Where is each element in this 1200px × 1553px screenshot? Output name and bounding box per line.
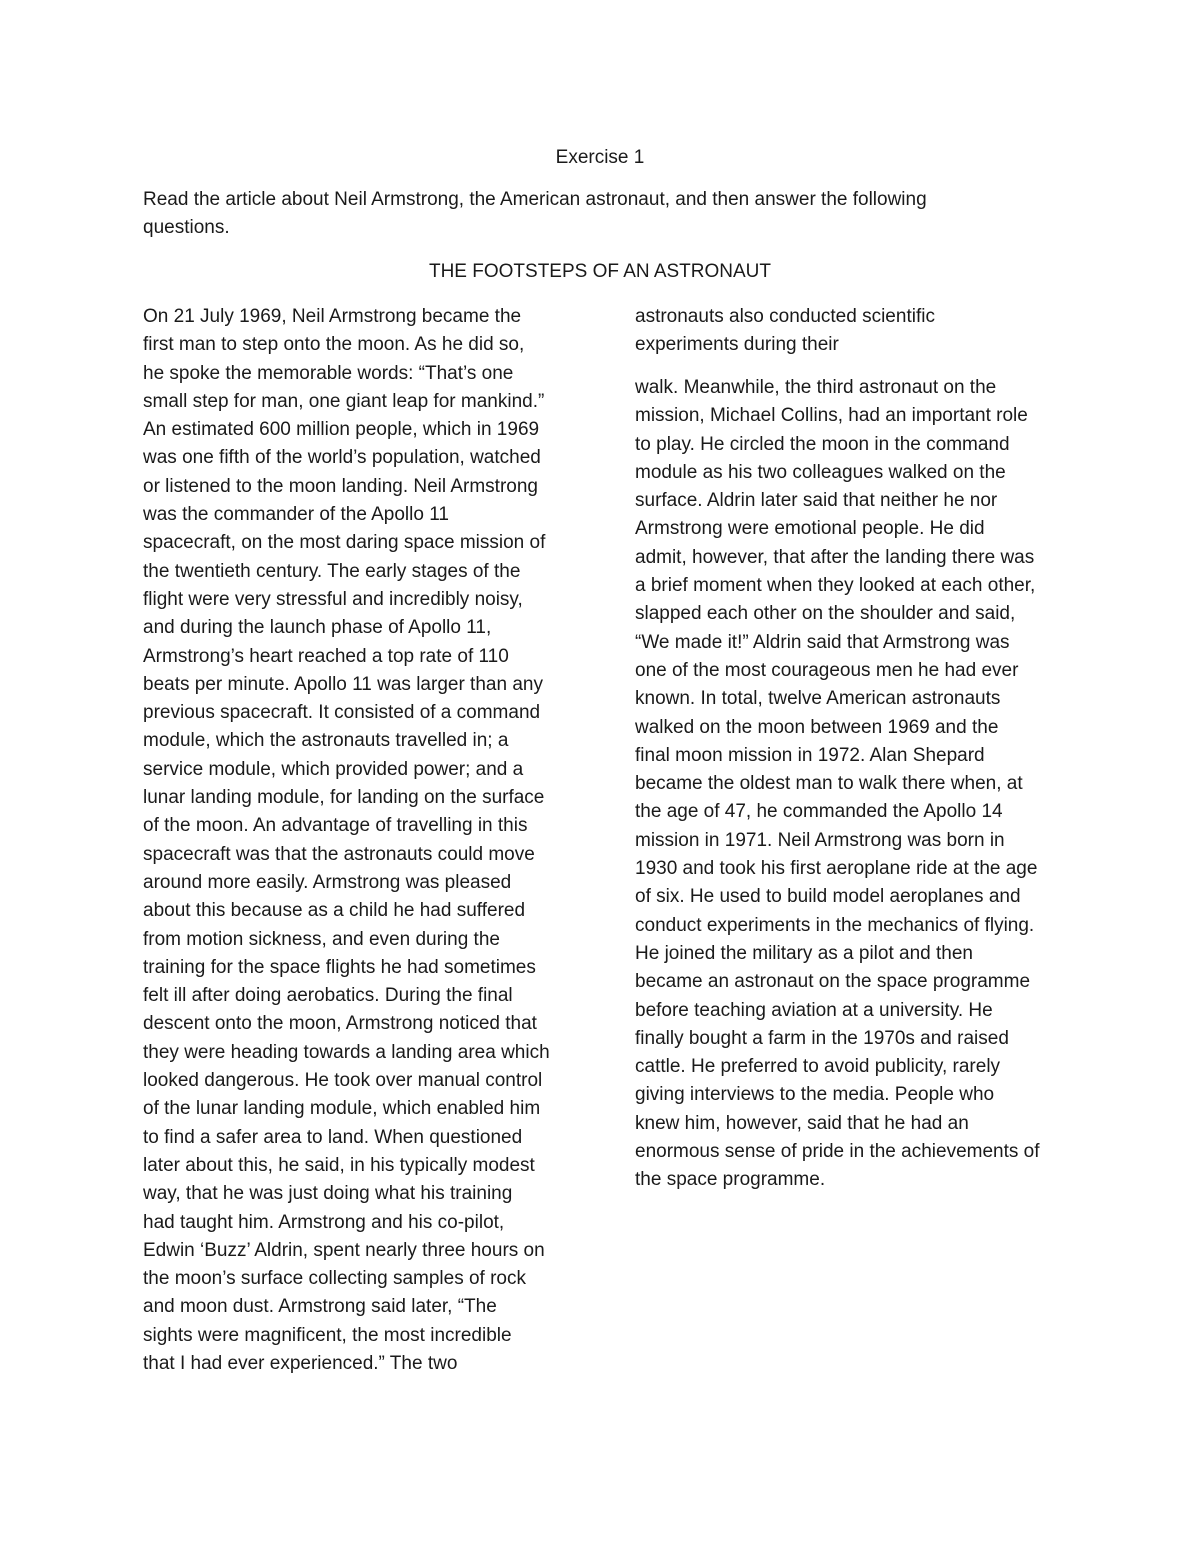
text-line: Edwin ‘Buzz’ Aldrin, spent nearly three hours on bbox=[143, 1239, 545, 1261]
text-line: had taught him. Armstrong and his co-pilot, bbox=[143, 1211, 505, 1233]
text-line: was one fifth of the world’s population, watched bbox=[143, 447, 541, 469]
text-line: He joined the military as a pilot and then bbox=[635, 942, 973, 964]
text-line: mission, Michael Collins, had an important role bbox=[635, 405, 1028, 427]
text-line: felt ill after doing aerobatics. During the final bbox=[143, 985, 513, 1007]
instructions bbox=[143, 186, 1043, 242]
text-line: training for the space flights he had sometimes bbox=[143, 956, 536, 978]
text-line: first man to step onto the moon. As he did so, bbox=[143, 334, 525, 356]
text-line: “We made it!” Aldrin said that Armstrong was bbox=[635, 631, 1010, 653]
text-line: of the moon. An advantage of travelling in this bbox=[143, 815, 528, 837]
text-line: previous spacecraft. It consisted of a command bbox=[143, 702, 541, 724]
text-line: later about this, he said, in his typically modest bbox=[143, 1154, 535, 1176]
text-line: the moon’s surface collecting samples of rock bbox=[143, 1268, 526, 1290]
text-line: around more easily. Armstrong was pleased bbox=[143, 871, 512, 893]
text-line: On 21 July 1969, Neil Armstrong became the bbox=[143, 306, 522, 327]
article-title: THE FOOTSTEPS OF AN ASTRONAUT bbox=[428, 261, 772, 282]
text-line: Armstrong’s heart reached a top rate of 110 bbox=[143, 645, 509, 667]
text-line: the twentieth century. The early stages of the bbox=[143, 560, 521, 582]
exercise-title: Exercise 1 bbox=[555, 147, 645, 168]
article-right-column-top bbox=[635, 303, 1075, 360]
text-line: became the oldest man to walk there when, at bbox=[635, 773, 1023, 795]
text-line: before teaching aviation at a university. He bbox=[635, 999, 993, 1021]
text-line: service module, which provided power; and a bbox=[143, 758, 524, 780]
text-line: knew him, however, said that he had an bbox=[635, 1112, 969, 1134]
text-line: questions. bbox=[143, 217, 230, 238]
text-line: about this because as a child he had suffered bbox=[143, 900, 526, 922]
text-line: looked dangerous. He took over manual control bbox=[143, 1070, 543, 1092]
text-line: lunar landing module, for landing on the surface bbox=[143, 787, 545, 809]
article-right-column bbox=[635, 374, 1075, 1195]
text-line: the age of 47, he commanded the Apollo 14 bbox=[635, 801, 1003, 823]
text-line: finally bought a farm in the 1970s and raised bbox=[635, 1027, 1009, 1049]
text-line: Armstrong were emotional people. He did bbox=[635, 518, 985, 540]
text-line: enormous sense of pride in the achievements of bbox=[635, 1141, 1040, 1163]
text-line: a brief moment when they looked at each other, bbox=[635, 575, 1036, 597]
text-line: Read the article about Neil Armstrong, the American astronaut, and then answer the following bbox=[143, 189, 927, 210]
text-line: he spoke the memorable words: “That’s one bbox=[143, 362, 514, 384]
text-line: sights were magnificent, the most incredible bbox=[143, 1324, 512, 1346]
text-line: or listened to the moon landing. Neil Armstrong bbox=[143, 475, 538, 497]
text-line: beats per minute. Apollo 11 was larger than any bbox=[143, 673, 543, 695]
text-line: walk. Meanwhile, the third astronaut on the bbox=[635, 377, 997, 398]
text-line: became an astronaut on the space programme bbox=[635, 971, 1031, 993]
text-line: small step for man, one giant leap for mankind.” bbox=[143, 390, 545, 412]
text-line: final moon mission in 1972. Alan Shepard bbox=[635, 744, 985, 766]
text-line: surface. Aldrin later said that neither he nor bbox=[635, 490, 998, 512]
text-line: way, that he was just doing what his training bbox=[143, 1183, 513, 1205]
text-line: and moon dust. Armstrong said later, “The bbox=[143, 1296, 497, 1318]
text-line: walked on the moon between 1969 and the bbox=[635, 716, 999, 738]
article-left-column bbox=[143, 303, 583, 1378]
text-line: known. In total, twelve American astronauts bbox=[635, 688, 1001, 710]
text-line: to play. He circled the moon in the command bbox=[635, 433, 1010, 455]
text-line: astronauts also conducted scientific bbox=[635, 306, 935, 327]
text-line: module, which the astronauts travelled in; a bbox=[143, 730, 509, 752]
text-line: giving interviews to the media. People who bbox=[635, 1084, 995, 1106]
text-line: module as his two colleagues walked on the bbox=[635, 461, 1006, 483]
text-line: conduct experiments in the mechanics of flying. bbox=[635, 914, 1035, 936]
text-line: admit, however, that after the landing there was bbox=[635, 546, 1035, 568]
text-line: of the lunar landing module, which enabled him bbox=[143, 1098, 541, 1120]
text-line: 1930 and took his first aeroplane ride at the age bbox=[635, 858, 1038, 880]
text-line: mission in 1971. Neil Armstrong was born in bbox=[635, 829, 1005, 851]
text-line: cattle. He preferred to avoid publicity, rarely bbox=[635, 1056, 1001, 1078]
text-line: spacecraft was that the astronauts could move bbox=[143, 843, 535, 865]
text-line: of six. He used to build model aeroplanes and bbox=[635, 886, 1021, 908]
text-line: that I had ever experienced.” The two bbox=[143, 1352, 458, 1374]
text-line: descent onto the moon, Armstrong noticed that bbox=[143, 1013, 537, 1035]
text-line: to find a safer area to land. When questioned bbox=[143, 1126, 523, 1148]
text-line: and during the launch phase of Apollo 11, bbox=[143, 617, 492, 639]
text-line: flight were very stressful and incredibly noisy, bbox=[143, 588, 523, 610]
text-line: from motion sickness, and even during the bbox=[143, 928, 500, 950]
text-line: was the commander of the Apollo 11 bbox=[143, 504, 449, 526]
text-line: slapped each other on the shoulder and said, bbox=[635, 603, 1016, 625]
text-line: one of the most courageous men he had ever bbox=[635, 659, 1019, 681]
text-line: the space programme. bbox=[635, 1169, 826, 1191]
text-line: experiments during their bbox=[635, 334, 839, 356]
text-line: spacecraft, on the most daring space mission of bbox=[143, 532, 546, 554]
text-line: they were heading towards a landing area which bbox=[143, 1041, 550, 1063]
text-line: An estimated 600 million people, which in 1969 bbox=[143, 419, 540, 441]
